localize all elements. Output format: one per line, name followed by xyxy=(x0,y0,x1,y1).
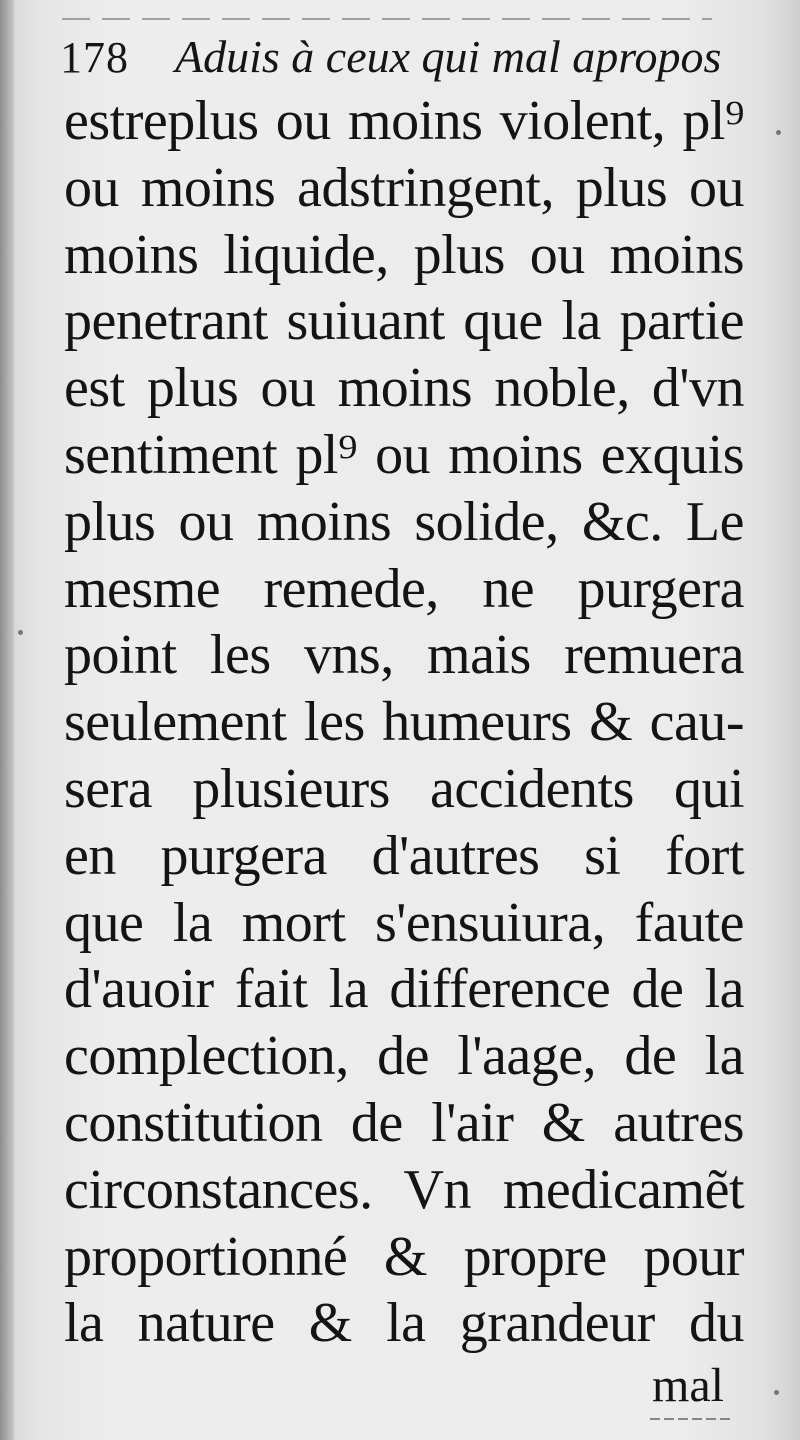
text-line: d'auoir fait la difference de la xyxy=(64,958,744,1021)
text-line: point les vns, mais remuera xyxy=(64,624,744,687)
text-line: constitution de l'air & autres xyxy=(64,1091,744,1154)
text-line: proportionné & propre pour xyxy=(64,1225,744,1288)
text-line: seulement les humeurs & cau- xyxy=(64,691,744,754)
text-line: circonstances. Vn medicamẽt xyxy=(64,1158,744,1221)
ink-speck xyxy=(18,630,23,635)
text-line: estreplus ou moins violent, pl⁹ xyxy=(64,90,744,152)
header-rule xyxy=(62,18,712,20)
text-line: ou moins adstringent, plus ou xyxy=(64,156,744,219)
text-line: sentiment pl⁹ ou moins exquis xyxy=(64,423,744,486)
text-line: sera plusieurs accidents qui xyxy=(64,757,744,820)
text-line: moins liquide, plus ou moins xyxy=(64,223,744,286)
ink-speck xyxy=(774,1390,779,1395)
text-line: mesme remede, ne purgera xyxy=(64,557,744,620)
page-gutter-edge xyxy=(0,0,14,1440)
page-number: 178 xyxy=(60,33,129,82)
catchword-rule xyxy=(650,1418,730,1420)
ink-speck xyxy=(776,130,781,135)
page-header xyxy=(60,18,750,88)
running-title: Aduis à ceux qui mal apropos xyxy=(175,31,722,82)
body-text xyxy=(64,88,744,1357)
catchword: mal xyxy=(652,1359,724,1412)
text-line: est plus ou moins noble, d'vn xyxy=(64,357,744,420)
text-line: la nature & la grandeur du xyxy=(64,1292,744,1355)
text-line: plus ou moins solide, &c. Le xyxy=(64,490,744,553)
text-line: penetrant suiuant que la partie xyxy=(64,290,744,353)
text-line: que la mort s'ensuiura, faute xyxy=(64,891,744,954)
text-line: complection, de l'aage, de la xyxy=(64,1025,744,1088)
text-line: en purgera d'autres si fort xyxy=(64,824,744,887)
